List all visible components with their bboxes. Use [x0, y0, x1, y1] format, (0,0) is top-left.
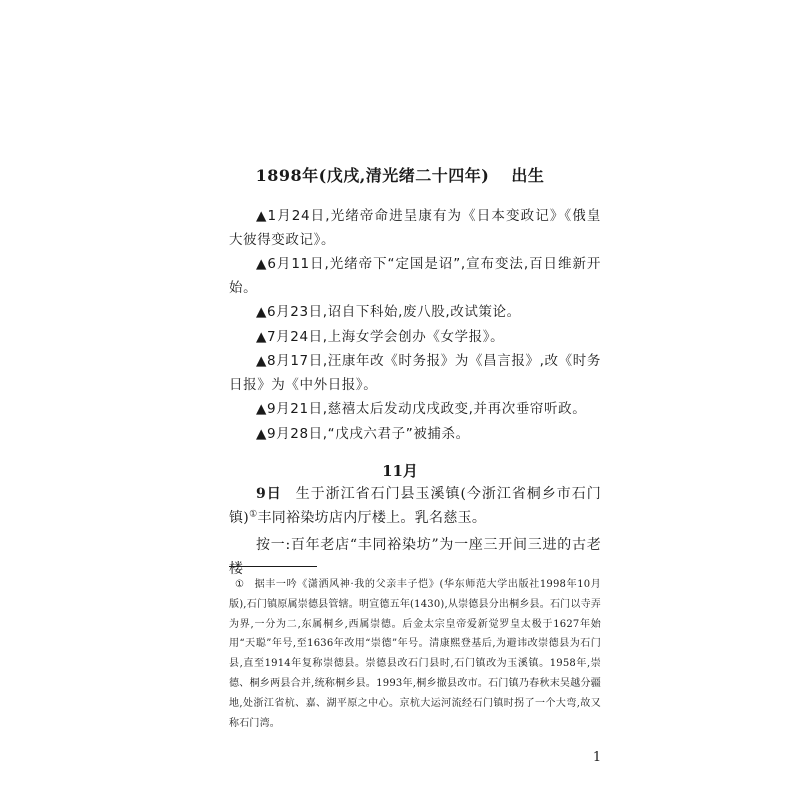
event-item: ▲9月28日,“戊戌六君子”被捕杀。	[256, 425, 470, 442]
footnote	[229, 575, 601, 733]
event-item: ▲8月17日,汪康年改《时务报》为《昌言报》,改《时务日报》为《中外日报》。	[229, 353, 601, 393]
footnote-mark: ①	[235, 579, 245, 590]
day-entry	[229, 483, 601, 585]
entry-note-paragraph: 按一:百年老店“丰同裕染坊”为一座三开间三进的古老楼	[229, 537, 601, 577]
footnote-divider	[229, 566, 317, 567]
chapter-title-suffix: 出生	[511, 166, 545, 185]
event-item: ▲6月11日,光绪帝下“定国是诏”,宣布变法,百日维新开始。	[229, 256, 601, 296]
entry-day: 9日	[256, 486, 282, 502]
entry-text-after-note: 丰同裕染坊店内厅楼上。乳名慈玉。	[257, 509, 487, 526]
footnote-reference[interactable]: ①	[249, 508, 258, 519]
page-number: 1	[592, 750, 602, 765]
entry-paragraph	[229, 483, 601, 530]
chapter-title-year: 1898年(戊戌,清光绪二十四年)	[255, 166, 490, 185]
event-item: ▲9月21日,慈禧太后发动戊戌政变,并再次垂帘听政。	[256, 401, 587, 417]
event-item: ▲7月24日,上海女学会创办《女学报》。	[256, 328, 505, 345]
event-item: ▲1月24日,光绪帝命进呈康有为《日本变政记》《俄皇大彼得变政记》。	[229, 208, 601, 248]
footnote-text: 据丰一吟《潇洒风神·我的父亲丰子恺》(华东师范大学出版社1998年10月版),石门镇原属崇德县管辖。明宣德五年(1430),从崇德县分出桐乡县。石门以寺弄为界,一分为二,东属桐乡,西属崇德。后金太宗皇帝爱新觉罗皇太极于1627年始用“天聪”年号,至1636年改用“崇德”年号。清康熙登基后,为避讳改崇德县为石门县,直至1914年复称崇德县。崇德县改石门县时,石门镇改为玉溪镇。1958年,崇德、桐乡两县合并,统称桐乡县。1993年,桐乡撤县改市。石门镇乃春秋末吴越分疆地,处浙江省杭、嘉、湖平原之中心。京杭大运河流经石门镇时拐了一个大弯,故又称石门湾。	[229, 579, 601, 729]
event-item: ▲6月23日,诏自下科始,废八股,改试策论。	[256, 304, 521, 320]
chapter-title	[0, 163, 800, 186]
historical-events-list	[229, 205, 601, 447]
month-heading: 11月	[382, 462, 418, 480]
entry-text-before-note: 生于浙江省石门县玉溪镇(今浙江省桐乡市石门镇)	[229, 486, 602, 526]
